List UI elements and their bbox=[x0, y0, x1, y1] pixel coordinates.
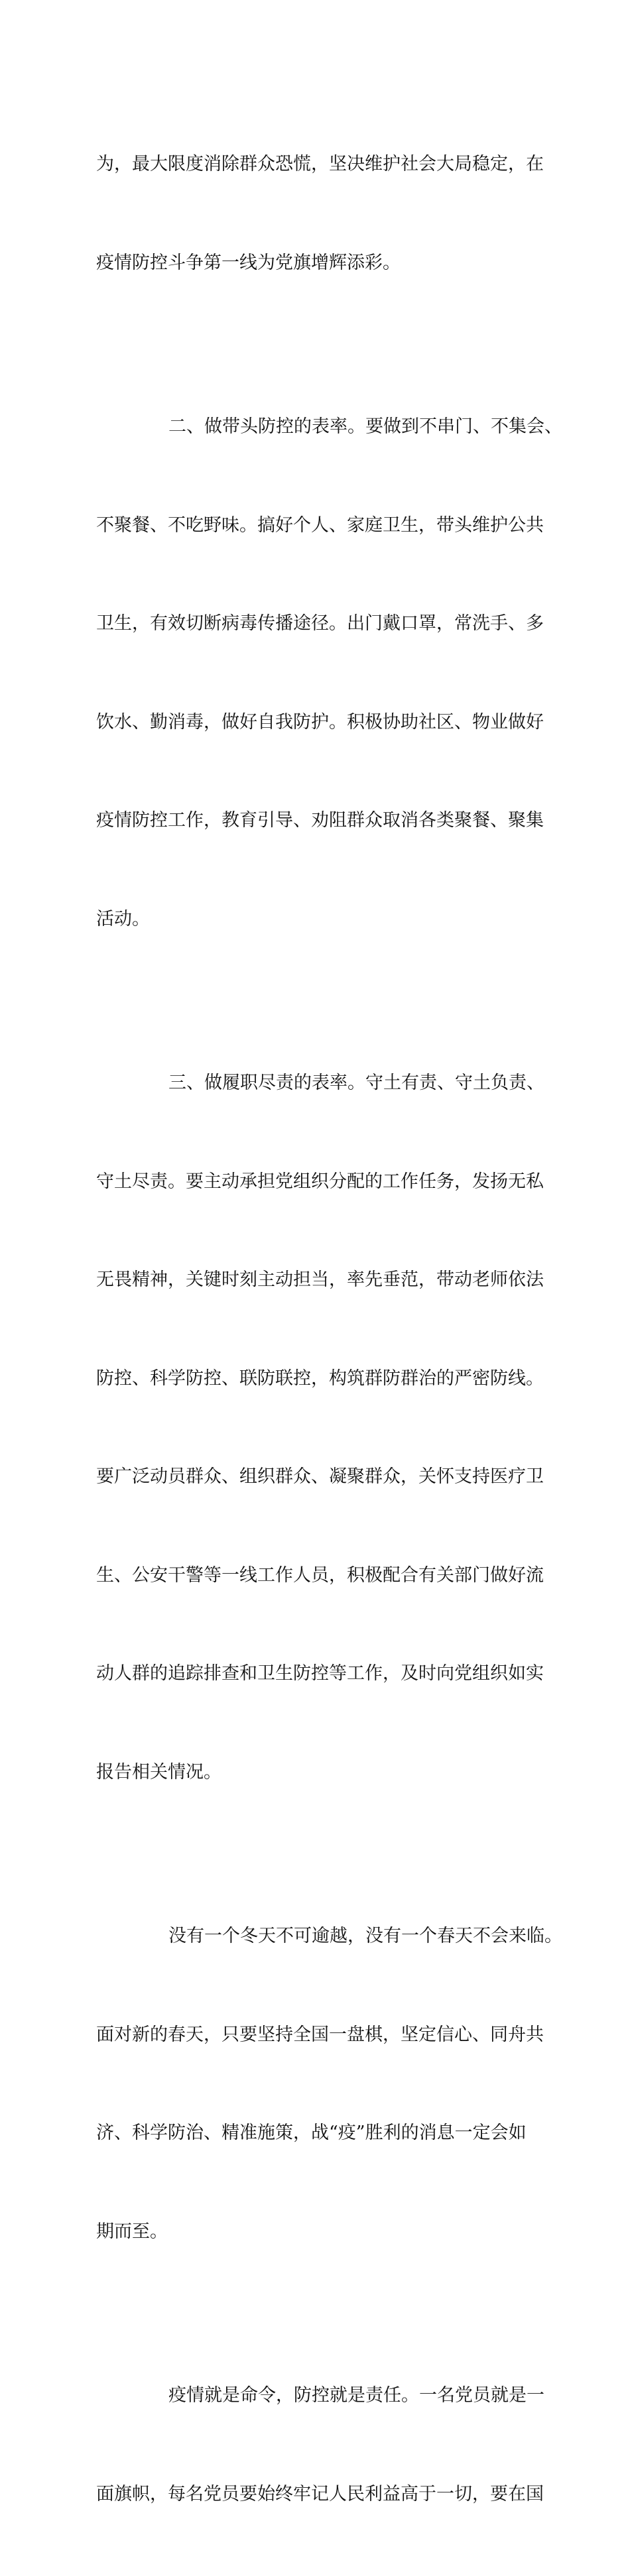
paragraph-2 bbox=[96, 345, 562, 1001]
text-line: 饮水、勤消毒，做好自我防护。积极协助社区、物业做好 bbox=[96, 711, 544, 732]
text-line: 疫情防控斗争第一线为党旗增辉添彩。 bbox=[96, 252, 401, 273]
text-line: 不聚餐、不吃野味。搞好个人、家庭卫生，带头维护公共 bbox=[96, 514, 544, 536]
paragraph-5 bbox=[96, 2313, 550, 2576]
paragraph-1 bbox=[96, 82, 550, 345]
text-line: 卫生，有效切断病毒传播途径。出门戴口罩，常洗手、多 bbox=[96, 613, 544, 634]
text-line: 动人群的追踪排查和卫生防控等工作，及时向党组织如实 bbox=[96, 1663, 544, 1684]
document-body bbox=[96, 82, 562, 2576]
text-line: 三、做履职尽责的表率。守土有责、守土负责、 bbox=[168, 1073, 544, 1093]
text-line: 面对新的春天，只要坚持全国一盘棋，坚定信心、同舟共 bbox=[96, 2024, 544, 2045]
text-line: 无畏精神，关键时刻主动担当，率先垂范，带动老师依法 bbox=[96, 1269, 544, 1290]
text-line: 济、科学防治、精准施策，战“疫”胜利的消息一定会如 bbox=[96, 2123, 527, 2143]
text-line: 疫情防控工作，教育引导、劝阻群众取消各类聚餐、聚集 bbox=[96, 810, 544, 831]
text-line: 生、公安干警等一线工作人员，积极配合有关部门做好流 bbox=[96, 1564, 544, 1586]
text-line: 面旗帜，每名党员要始终牢记人民利益高于一切，要在国 bbox=[96, 2483, 544, 2504]
text-line: 没有一个冬天不可逾越，没有一个春天不会来临。 bbox=[168, 1926, 562, 1946]
paragraph-4 bbox=[96, 1854, 562, 2313]
text-line: 要广泛动员群众、组织群众、凝聚群众，关怀支持医疗卫 bbox=[96, 1466, 544, 1487]
text-line: 期而至。 bbox=[96, 2221, 168, 2242]
text-line: 疫情就是命令，防控就是责任。一名党员就是一 bbox=[168, 2385, 544, 2406]
paragraph-3 bbox=[96, 1001, 550, 1854]
text-line: 二、做带头防控的表率。要做到不串门、不集会、 bbox=[168, 416, 562, 437]
text-line: 防控、科学防控、联防联控，构筑群防群治的严密防线。 bbox=[96, 1368, 544, 1389]
text-line: 报告相关情况。 bbox=[96, 1761, 221, 1783]
text-line: 为，最大限度消除群众恐慌，坚决维护社会大局稳定，在 bbox=[96, 154, 544, 174]
text-line: 活动。 bbox=[96, 908, 150, 929]
text-line: 守土尽责。要主动承担党组织分配的工作任务，发扬无私 bbox=[96, 1171, 544, 1192]
